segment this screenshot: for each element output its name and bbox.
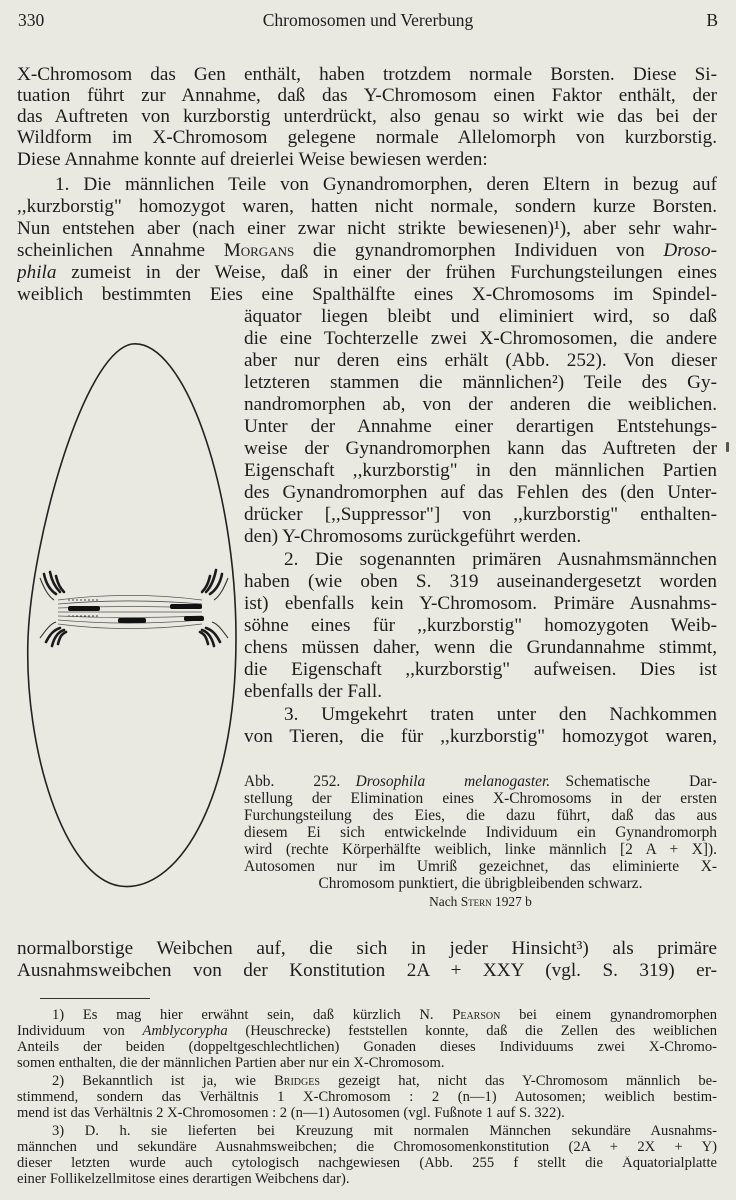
- running-title: Chromosomen und Vererbung: [262, 10, 474, 30]
- text-line: ist) ebenfalls kein Y-Chromosom. Primäre Ausnahms-: [244, 593, 717, 614]
- text-line: des Gynandromorphen auf das Fehlen des (den Unter-: [244, 482, 717, 503]
- figure-caption-line: wird (rechte Körperhälfte weiblich, linke männlich [2 A + X]).: [244, 841, 717, 858]
- figure-source: Nach Stern 1927 b: [429, 894, 532, 909]
- figure-caption-line: Chromosom punktiert, die übrigbleibenden schwarz.: [318, 875, 643, 892]
- text-line: söhne eines für ,,kurzborstig" homozygoten Weib-: [244, 615, 717, 636]
- text-line: die Eigenschaft ,,kurzborstig" aufweisen. Dies ist: [244, 659, 717, 680]
- footnote-line: mend ist das Verhältnis 2 X-Chromosomen : 2 (n—1) Autosomen (vgl. Fußnote 1 auf S. 322).: [17, 1106, 565, 1121]
- margin-mark: [726, 442, 729, 452]
- text-line: Ausnahmsweibchen von der Konstitution 2A + XXY (vgl. S. 319) er-: [17, 960, 717, 981]
- text-line: die eine Tochterzelle zwei X-Chromosomen, die andere: [244, 328, 717, 349]
- footnote-3: 3) D. h. sie lieferten bei Kreuzung mit normalen Männchen sekundäre Ausnahms-: [52, 1124, 717, 1139]
- italic-term: phila: [17, 262, 57, 283]
- text-line: letzteren stammen die männlichen²) Teile des Gy-: [244, 372, 717, 393]
- text-line: Diese Annahme konnte auf dreierlei Weise bewiesen werden:: [17, 149, 488, 170]
- footnote-line: Individuum von Amblycorypha (Heuschrecke) feststellen konnte, daß die Zellen des weiblichen: [17, 1024, 717, 1039]
- text-line: 3. Umgekehrt traten unter den Nachkommen: [284, 704, 717, 725]
- author-name: Bridges: [274, 1074, 320, 1089]
- species-name: Drosophila melanogaster.: [355, 773, 551, 790]
- text-line: Eigenschaft ,,kurzborstig" in den männlichen Partien: [244, 460, 717, 481]
- text-line: phila zumeist in der Weise, daß in einer der frühen Furchungsteilungen eines: [17, 262, 717, 283]
- text-line: ,,kurzborstig" homozygot waren, hatten nicht normale, sondern kurze Borsten.: [17, 196, 717, 217]
- author-name: Pearson: [452, 1008, 501, 1023]
- text-line: X-Chromosom das Gen enthält, haben trotzdem normale Borsten. Diese Si-: [17, 64, 717, 85]
- footnote-line: stimmend, sondern das Verhältnis 1 X-Chromosom : 2 (n—1) Autosomen; weiblich bestim-: [17, 1090, 717, 1105]
- footnote-divider: [40, 998, 150, 999]
- text-line: Nun entstehen aber (nach einer zwar nicht strikte bewiesenen)¹), aber sehr wahr-: [17, 218, 717, 239]
- footnote-line: Anteils der beiden (doppeltgeschlechtlichen) Gonaden dieses Individuums zwei X-Chromo-: [17, 1040, 717, 1055]
- text-line: weiblich bestimmten Eies eine Spalthälfte eines X-Chromosoms im Spindel-: [17, 284, 717, 305]
- figure-caption-line: Autosomen nur im Umriß gezeichnet, das eliminierte X-: [244, 858, 717, 875]
- text-line: normalborstige Weibchen auf, die sich in jeder Hinsicht³) als primäre: [17, 938, 717, 959]
- text-line: drücker [,,Suppressor"] von ,,kurzborstig" enthalten-: [244, 504, 717, 525]
- text-line: Wildform im X-Chromosom gelegene normale Allelomorph von kurzborstig.: [17, 127, 717, 148]
- text-line: äquator liegen bleibt und eliminiert wird, so daß: [244, 306, 717, 327]
- text-line: Unter der Annahme einer derartigen Entstehungs-: [244, 416, 717, 437]
- text-line: tuation führt zur Annahme, daß das Y-Chromosom einen Faktor enthält, der: [17, 85, 717, 106]
- text-line: ebenfalls der Fall.: [244, 681, 382, 702]
- figure-caption-line: Abb. 252. Drosophila melanogaster. Schematische Dar-: [244, 773, 717, 790]
- text-line: 2. Die sogenannten primären Ausnahmsmännchen: [284, 549, 717, 570]
- italic-term: Amblycorypha: [142, 1024, 228, 1039]
- figure-252-illustration: [24, 338, 244, 898]
- footnote-line: männchen und sekundäre Ausnahmsweibchen; die Chromosomenkonstitution (2A + 2X + Y): [17, 1140, 717, 1155]
- running-header: [18, 10, 718, 36]
- footnote-line: dieser letzten wurde auch cytologisch nachgewiesen (Abb. 255 f stellt die Äquatorialplatte: [17, 1156, 717, 1171]
- text-line: aber nur deren eins erhält (Abb. 252). Von dieser: [244, 350, 717, 371]
- text-line: von Tieren, die für ,,kurzborstig" homozygot waren,: [244, 726, 717, 747]
- page-number: 330: [18, 10, 45, 30]
- footnote-line: einer Follikelzellmitose eines derartigen Weibchens dar).: [17, 1172, 350, 1187]
- text-line: 1. Die männlichen Teile von Gynandromorphen, deren Eltern in bezug auf: [55, 174, 717, 195]
- footnote-1: 1) Es mag hier erwähnt sein, daß kürzlich N. Pearson bei einem gynandromorphen: [52, 1008, 717, 1023]
- text-line: haben (wie oben S. 319 auseinandergesetzt worden: [244, 571, 717, 592]
- author-name: Stern: [460, 894, 492, 909]
- figure-caption-line: diesem Ei sich entwickelnde Individuum ein Gynandromorph: [244, 824, 717, 841]
- text-line: das Auftreten von kurzborstig unterdrückt, also genau so wirkt wie das bei der: [17, 106, 717, 127]
- figure-caption-line: stellung der Elimination eines X-Chromosoms in der ersten: [244, 790, 717, 807]
- figure-label: Abb. 252.: [244, 773, 341, 790]
- text-line: weise der Gynandromorphen kann das Auftreten der: [244, 438, 717, 459]
- signature-mark: B: [706, 10, 718, 30]
- figure-caption-line: Furchungsteilung des Eies, die dazu führt, daß das aus: [244, 807, 717, 824]
- text-line: scheinlichen Annahme Morgans die gynandromorphen Individuen von Droso-: [17, 240, 717, 261]
- footnote-line: somen enthalten, die der männlichen Partien aber nur ein X-Chromosom.: [17, 1056, 445, 1071]
- italic-term: Droso-: [663, 240, 717, 261]
- footnote-2: 2) Bekanntlich ist ja, wie Bridges gezeigt hat, nicht das Y-Chromosom männlich be-: [52, 1074, 717, 1089]
- author-name: Morgans: [223, 240, 295, 261]
- text-line: den) Y-Chromosoms zurückgeführt werden.: [244, 526, 582, 547]
- text-line: chens müssen daher, wenn die Grundannahme stimmt,: [244, 637, 717, 658]
- text-line: nandromorphen ab, von der anderen die weiblichen.: [244, 394, 717, 415]
